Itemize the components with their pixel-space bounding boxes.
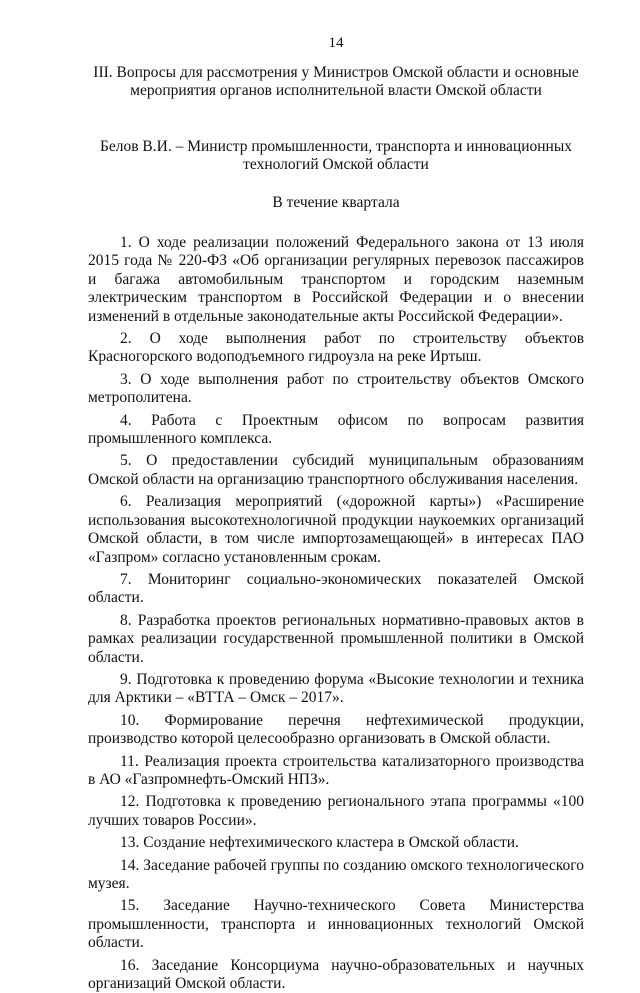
list-item <box>88 493 584 567</box>
list-item <box>88 712 584 749</box>
section-title: III. Вопросы для рассмотрения у Министров Омской области и основные мероприятия органов исполнительной власти Омской области <box>93 64 579 99</box>
list-item <box>88 857 584 894</box>
item-number: 5. <box>120 452 132 470</box>
item-number: 6. <box>120 493 132 511</box>
item-number: 3. <box>120 370 132 388</box>
item-number: 2. <box>120 330 132 348</box>
item-text: Реализация мероприятий («дорожной карты») «Расширение использования высокотехнологичной продукции наукоемких организаций Омской области, в том числе импортозамещающей» в интересах ПАО «Газпром» согласно установленным срокам. <box>88 493 585 566</box>
item-text: Работа с Проектным офисом по вопросам развития промышленного комплекса. <box>88 411 584 448</box>
list-item <box>88 793 584 830</box>
item-text: Создание нефтехимического кластера в Омской области. <box>143 834 519 852</box>
item-text: Подготовка к проведению регионального этапа программы «100 лучших товаров России». <box>88 793 584 829</box>
list-item <box>88 371 584 408</box>
list-item <box>88 612 584 667</box>
item-text: Реализация проекта строительства катализаторного производства в АО «Газпромнефть-Омский НПЗ». <box>88 752 585 788</box>
item-number: 7. <box>120 570 132 588</box>
list-item <box>88 571 584 608</box>
list-item <box>88 957 584 993</box>
item-number: 12. <box>120 793 140 811</box>
item-list <box>88 234 584 993</box>
list-item <box>88 671 584 708</box>
item-number: 11. <box>120 752 139 770</box>
list-item <box>88 330 584 367</box>
item-number: 13. <box>120 834 140 852</box>
item-text: Заседание Научно-технического Совета Министерства промышленности, транспорта и инновационных технологий Омской области. <box>88 897 584 952</box>
list-item <box>88 897 584 952</box>
item-text: Формирование перечня нефтехимической продукции, производство которой целесообразно организовать в Омской области. <box>88 711 585 748</box>
list-item <box>88 412 584 449</box>
item-text: О предоставлении субсидий муниципальным образованиям Омской области на организацию транспортного обслуживания населения. <box>88 452 584 488</box>
list-item <box>88 452 584 489</box>
item-number: 9. <box>120 670 132 688</box>
list-item <box>88 753 584 790</box>
item-number: 15. <box>120 897 140 915</box>
minister-heading: Белов В.И. – Министр промышленности, транспорта и инновационных технологий Омской области <box>99 138 573 173</box>
period-heading: В течение квартала <box>272 194 400 211</box>
item-number: 8. <box>120 611 132 629</box>
item-number: 10. <box>120 711 140 729</box>
item-number: 1. <box>120 234 132 251</box>
item-number: 4. <box>120 411 132 429</box>
list-item <box>88 834 584 852</box>
item-text: Заседание рабочей группы по созданию омского технологического музея. <box>88 856 585 892</box>
item-text: О ходе реализации положений Федерального закона от 13 июля 2015 года № 220-ФЗ «Об организации регулярных перевозок пассажиров и багажа автомобильным транспортом и городским наземным электрическим транспортом в Российской Федерации и о внесении изменений в отдельные законодательные акты Российской Федерации». <box>88 234 585 325</box>
item-text: О ходе выполнения работ по строительству объектов Красногорского водоподъемного гидроузла на реке Иртыш. <box>88 330 585 366</box>
item-number: 16. <box>120 956 140 974</box>
page-number: 14 <box>328 35 344 51</box>
list-item <box>88 234 584 326</box>
item-text: Разработка проектов региональных нормативно-правовых актов в рамках реализации государственной промышленной политики в Омской области. <box>88 611 585 666</box>
item-text: Подготовка к проведению форума «Высокие технологии и техника для Арктики – «ВТТА – Омск – 2017». <box>88 670 584 707</box>
item-text: Заседание Консорциума научно-образовательных и научных организаций Омской области. <box>88 956 585 993</box>
item-text: О ходе выполнения работ по строительству объектов Омского метрополитена. <box>88 370 584 407</box>
item-text: Мониторинг социально-экономических показателей Омской области. <box>88 570 584 607</box>
item-number: 14. <box>120 856 140 874</box>
